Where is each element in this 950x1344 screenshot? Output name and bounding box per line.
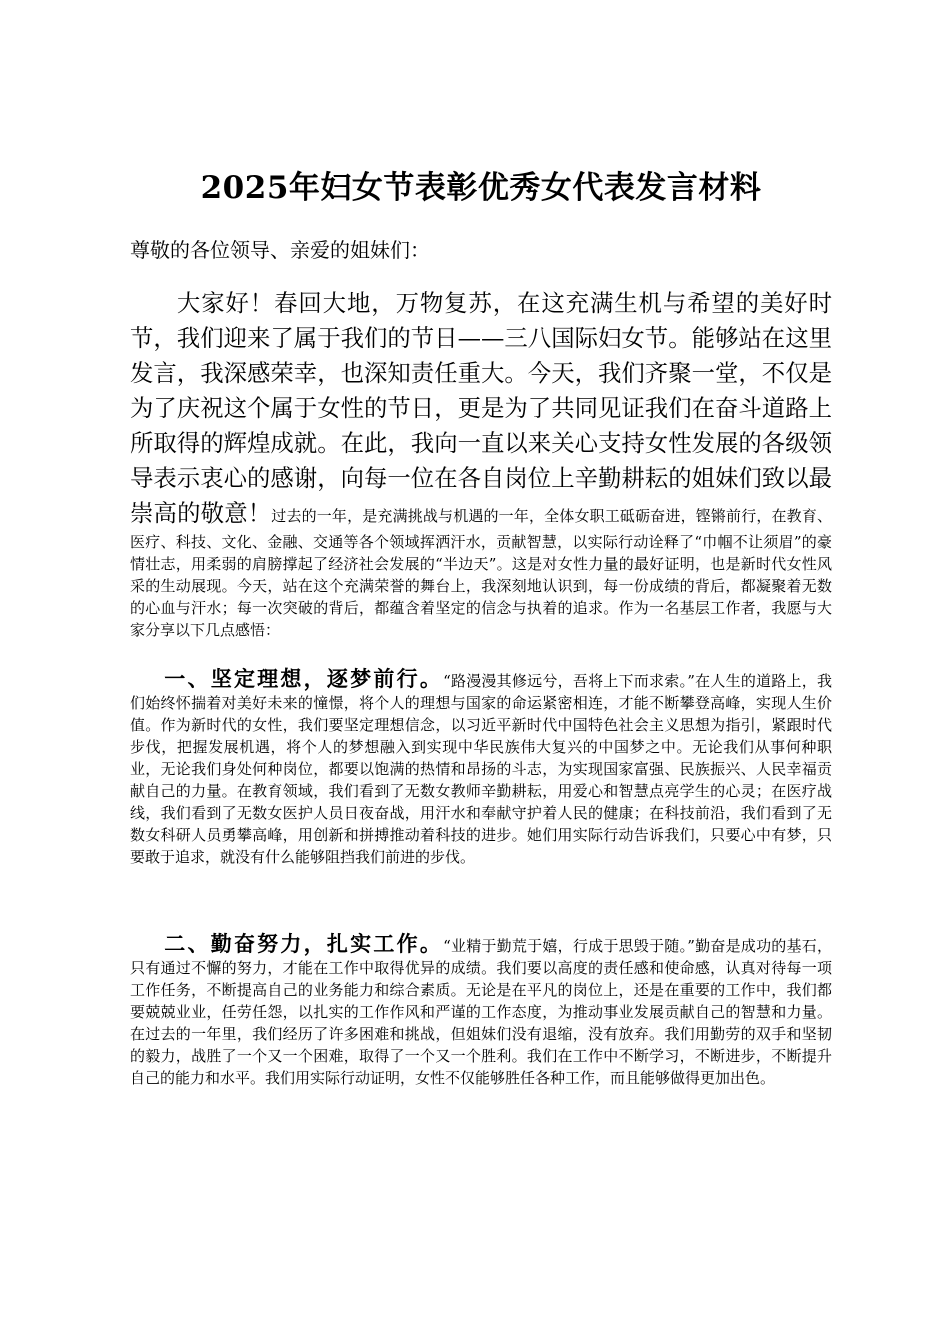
document-title: 2025年妇女节表彰优秀女代表发言材料 xyxy=(200,170,762,206)
document-page xyxy=(130,0,832,1344)
section-two-heading: 二、勤奋努力，扎实工作。 xyxy=(164,931,444,956)
section-one-paragraph xyxy=(130,668,832,868)
intro-paragraph xyxy=(130,286,832,641)
section-two-paragraph xyxy=(130,933,832,1089)
section-two-body: “业精于勤荒于嬉，行成于思毁于随。”勤奋是成功的基石，只有通过不懈的努力，才能在工作中取得优异的成绩。我们要以高度的责任感和使命感，认真对待每一项工作任务，不断提高自己的业务能力和综合素质。无论是在平凡的岗位上，还是在重要的工作中，我们都要兢兢业业，任劳任怨，以扎实的工作作风和严谨的工作态度，为推动事业发展贡献自己的智慧和力量。在过去的一年里，我们经历了许多困难和挑战，但姐妹们没有退缩，没有放弃。我们用勤劳的双手和坚韧的毅力，战胜了一个又一个困难，取得了一个又一个胜利。我们在工作中不断学习，不断进步，不断提升自己的能力和水平。我们用实际行动证明，女性不仅能够胜任各种工作，而且能够做得更加出色。 xyxy=(130,937,833,1087)
section-one-body: “路漫漫其修远兮，吾将上下而求索。”在人生的道路上，我们始终怀揣着对美好未来的憧憬，将个人的理想与国家的命运紧密相连，才能不断攀登高峰，实现人生价值。作为新时代的女性，我们要坚定理想信念，以习近平新时代中国特色社会主义思想为指引，紧跟时代步伐，把握发展机遇，将个人的梦想融入到实现中华民族伟大复兴的中国梦之中。无论我们从事何种职业，无论我们身处何种岗位，都要以饱满的热情和昂扬的斗志，为实现国家富强、民族振兴、人民幸福贡献自己的力量。在教育领域，我们看到了无数女教师辛勤耕耘，用爱心和智慧点亮学生的心灵；在医疗战线，我们看到了无数女医护人员日夜奋战，用汗水和奉献守护着人民的健康；在科技前沿，我们看到了无数女科研人员勇攀高峰，用创新和拼搏推动着科技的进步。她们用实际行动告诉我们，只要心中有梦，只要敢于追求，就没有什么能够阻挡我们前进的步伐。 xyxy=(130,672,833,866)
section-one-heading: 一、坚定理想，逐梦前行。 xyxy=(164,666,444,691)
intro-small-text: 过去的一年，是充满挑战与机遇的一年，全体女职工砥砺奋进，铿锵前行，在教育、医疗、科技、文化、金融、交通等各个领域挥洒汗水，贡献智慧，以实际行动诠释了“巾帼不让须眉”的豪情壮志，用柔弱的肩膀撑起了经济社会发展的“半边天”。这是对女性力量的最好证明，也是新时代女性风采的生动展现。今天，站在这个充满荣誉的舞台上，我深刻地认识到，每一份成绩的背后，都凝聚着无数的心血与汗水；每一次突破的背后，都蕴含着坚定的信念与执着的追求。作为一名基层工作者，我愿与大家分享以下几点感悟： xyxy=(130,507,832,639)
salutation: 尊敬的各位领导、亲爱的姐妹们： xyxy=(130,238,430,262)
intro-large-text: 大家好！春回大地，万物复苏，在这充满生机与希望的美好时节，我们迎来了属于我们的节日——三八国际妇女节。能够站在这里发言，我深感荣幸，也深知责任重大。今天，我们齐聚一堂，不仅是为了庆祝这个属于女性的节日，更是为了共同见证我们在奋斗道路上所取得的辉煌成就。在此，我向一直以来关心支持女性发展的各级领导表示衷心的感谢，向每一位在各自岗位上辛勤耕耘的姐妹们致以最崇高的敬意！ xyxy=(130,289,832,527)
